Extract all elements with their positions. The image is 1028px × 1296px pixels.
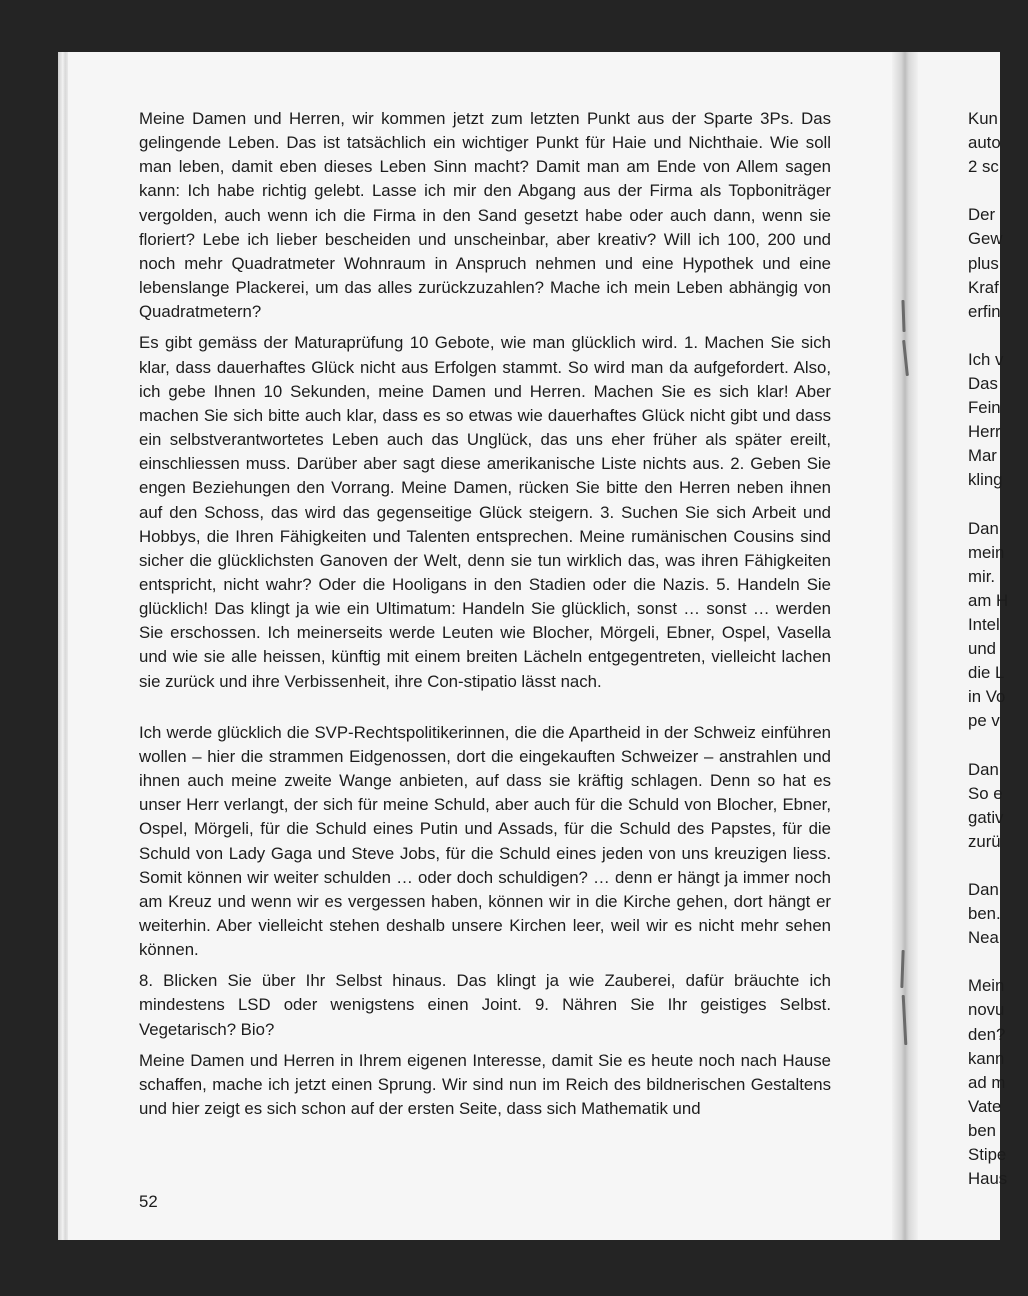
body-text bbox=[139, 107, 831, 1128]
right-page-line: Fein bbox=[968, 398, 1001, 418]
right-page-line: Dan bbox=[968, 880, 999, 899]
right-page-blank-line bbox=[968, 733, 1028, 757]
right-page-line: So e bbox=[968, 783, 1003, 803]
right-page-line: Mar bbox=[968, 446, 997, 466]
right-page-line: in Vo bbox=[968, 687, 1006, 707]
right-page-line: die L bbox=[968, 663, 1005, 683]
paragraph: 8. Blicken Sie über Ihr Selbst hinaus. Das klingt ja wie Zauberei, dafür bräuchte ich mindestens LSD oder wenigstens einen Joint. 9. Nähren Sie Ihr geistiges Selbst. Vegetarisch? Bio? bbox=[139, 971, 831, 1039]
right-page-line: erfin bbox=[968, 301, 1001, 321]
right-page-line: Gew bbox=[968, 229, 1003, 249]
right-page-line: Kun bbox=[968, 109, 998, 128]
right-page-line: ben bbox=[968, 1120, 996, 1140]
right-page-line: den? bbox=[968, 1024, 1006, 1044]
page-number: 52 bbox=[139, 1192, 158, 1211]
right-page-line: kling bbox=[968, 470, 1003, 490]
right-page-line: Ich v bbox=[968, 349, 1004, 369]
right-page-line: Vate bbox=[968, 1096, 1002, 1116]
right-page-blank-line bbox=[968, 493, 1028, 517]
right-page-line: Dan bbox=[968, 518, 999, 538]
right-page-line: plus bbox=[968, 253, 999, 273]
right-page-line: kann bbox=[968, 1048, 1005, 1068]
right-page-blank-line bbox=[968, 854, 1028, 878]
right-page-line: Kraf bbox=[968, 277, 999, 297]
right-page-line: ben. bbox=[968, 904, 1001, 924]
right-page-line: am H bbox=[968, 590, 1009, 610]
right-page-line: pe v bbox=[968, 711, 1000, 731]
right-page-line: mir. bbox=[968, 566, 996, 586]
paragraph: Ich werde glücklich die SVP-Rechtspolitikerinnen, die die Apartheid in der Schweiz einführen wollen – hier die strammen Eidgenossen, dort die eingekauften Schweizer – anstrahlen und ihnen auch meine zweite Wange anbieten, auf dass sie kräftig schlagen. Denn so hat es unser Herr verlangt, der sich für meine Schuld, aber auch für die Schuld von Blocher, Ebner, Ospel, Mörgeli, für die Schuld eines Putin und Assads, für die Schuld des Papstes, für die Schuld von Lady Gaga und Steve Jobs, für die Schuld eines jeden von uns kreuzigen liess. Somit können wir weiter schulden … oder doch schuldigen? … denn er hängt ja immer noch am Kreuz und wenn wir es vergessen haben, können wir in die Kirche gehen, dort hängt er weiterhin. Aber vielleicht stehen deshalb unsere Kirchen leer, weil wir es nicht mehr sehen können. bbox=[139, 722, 831, 960]
right-page-line: auto bbox=[968, 133, 1001, 153]
right-page-line: Nea bbox=[968, 928, 999, 948]
book-gutter bbox=[892, 52, 918, 1240]
right-page-line: Intel bbox=[968, 614, 1000, 634]
right-page-blank-line bbox=[968, 324, 1028, 348]
paragraph: Es gibt gemäss der Maturaprüfung 10 Gebote, wie man glücklich wird. 1. Machen Sie sich klar, dass dauerhaftes Glück nicht aus Erfolgen stammt. So wird man da aufgefordert. Also, ich gebe Ihnen 10 Sekunden, meine Damen und Herren. Machen Sie es sich klar! Aber machen Sie sich bitte auch klar, dass es so etwas wie dauerhaftes Glück nicht gibt und dass ein selbstverantwortetes Leben auch das Unglück, das uns eher früher als später ereilt, einschliessen muss. Darüber aber sagt diese amerikanische Liste nichts aus. 2. Geben Sie engen Beziehungen den Vorrang. Meine Damen, rücken Sie bitte den Herren neben ihnen auf den Schoss, das wird das gegenseitige Glück steigern. 3. Suchen Sie sich Arbeit und Hobbys, die Ihren Fähigkeiten und Talenten entsprechen. Meine rumänischen Cousins sind sicher die glücklichsten Ganoven der Welt, denn sie tun wirklich das, was ihren Fähigkeiten entspricht, nicht wahr? Oder die Hooligans in den Stadien oder die Nazis. 5. Handeln Sie glücklich! Das klingt ja wie ein Ultimatum: Handeln Sie glücklich, sonst … sonst … werden Sie erschossen. Ich meinerseits werde Leuten wie Blocher, Mörgeli, Ebner, Ospel, Vasella und wie sie alle heissen, künftig mit einem breiten Lächeln entgegentreten, vielleicht lachen sie zurück und ihre Verbissenheit, ihre Con-stipatio lässt nach. bbox=[139, 333, 831, 691]
paragraph: Meine Damen und Herren in Ihrem eigenen Interesse, damit Sie es heute noch nach Hause schaffen, mache ich jetzt einen Sprung. Wir sind nun im Reich des bildnerischen Gestaltens und hier zeigt es sich schon auf der ersten Seite, dass sich Mathematik und bbox=[139, 1050, 831, 1119]
right-page-line: ad m bbox=[968, 1072, 1006, 1092]
right-page-line: Der bbox=[968, 205, 996, 225]
right-page-line: gativ bbox=[968, 807, 1004, 827]
right-page-line: novu bbox=[968, 1000, 1005, 1020]
right-page-line: Das bbox=[968, 374, 998, 394]
right-page-line: 2 sc bbox=[968, 157, 999, 177]
right-page-line: Dan bbox=[968, 759, 999, 779]
right-page-line: zurü bbox=[968, 831, 1001, 851]
right-page-line: Stipe bbox=[968, 1145, 1007, 1165]
paragraph: Meine Damen und Herren, wir kommen jetzt zum letzten Punkt aus der Sparte 3Ps. Das gelingende Leben. Das ist tatsächlich ein wichtiger Punkt für Haie und Nichthaie. Wie soll man leben, damit eben dieses Leben Sinn macht? Damit man am Ende von Allem sagen kann: Ich habe richtig gelebt. Lasse ich mir den Abgang aus der Firma als Topboniträger vergolden, auch wenn ich die Firma in den Sand gesetzt habe oder auch dann, wenn sie floriert? Lebe ich lieber bescheiden und unscheinbar, aber kreativ? Will ich 100, 200 und noch mehr Quadratmeter Wohnraum in Anspruch nehmen und eine Hypothek und eine lebenslange Plackerei, um das alles zurückzuzahlen? Mache ich mein Leben abhängig von Quadratmetern? bbox=[139, 109, 831, 322]
right-page-blank-line bbox=[968, 179, 1028, 203]
right-page-blank-line bbox=[968, 950, 1028, 974]
right-page-line: mein bbox=[968, 542, 1005, 562]
right-page-text bbox=[968, 107, 1028, 1191]
right-page-line: Mein bbox=[968, 976, 1005, 996]
right-page-line: und bbox=[968, 639, 996, 659]
right-page-line: Haus bbox=[968, 1169, 1008, 1189]
right-page-line: Herr bbox=[968, 422, 1001, 442]
